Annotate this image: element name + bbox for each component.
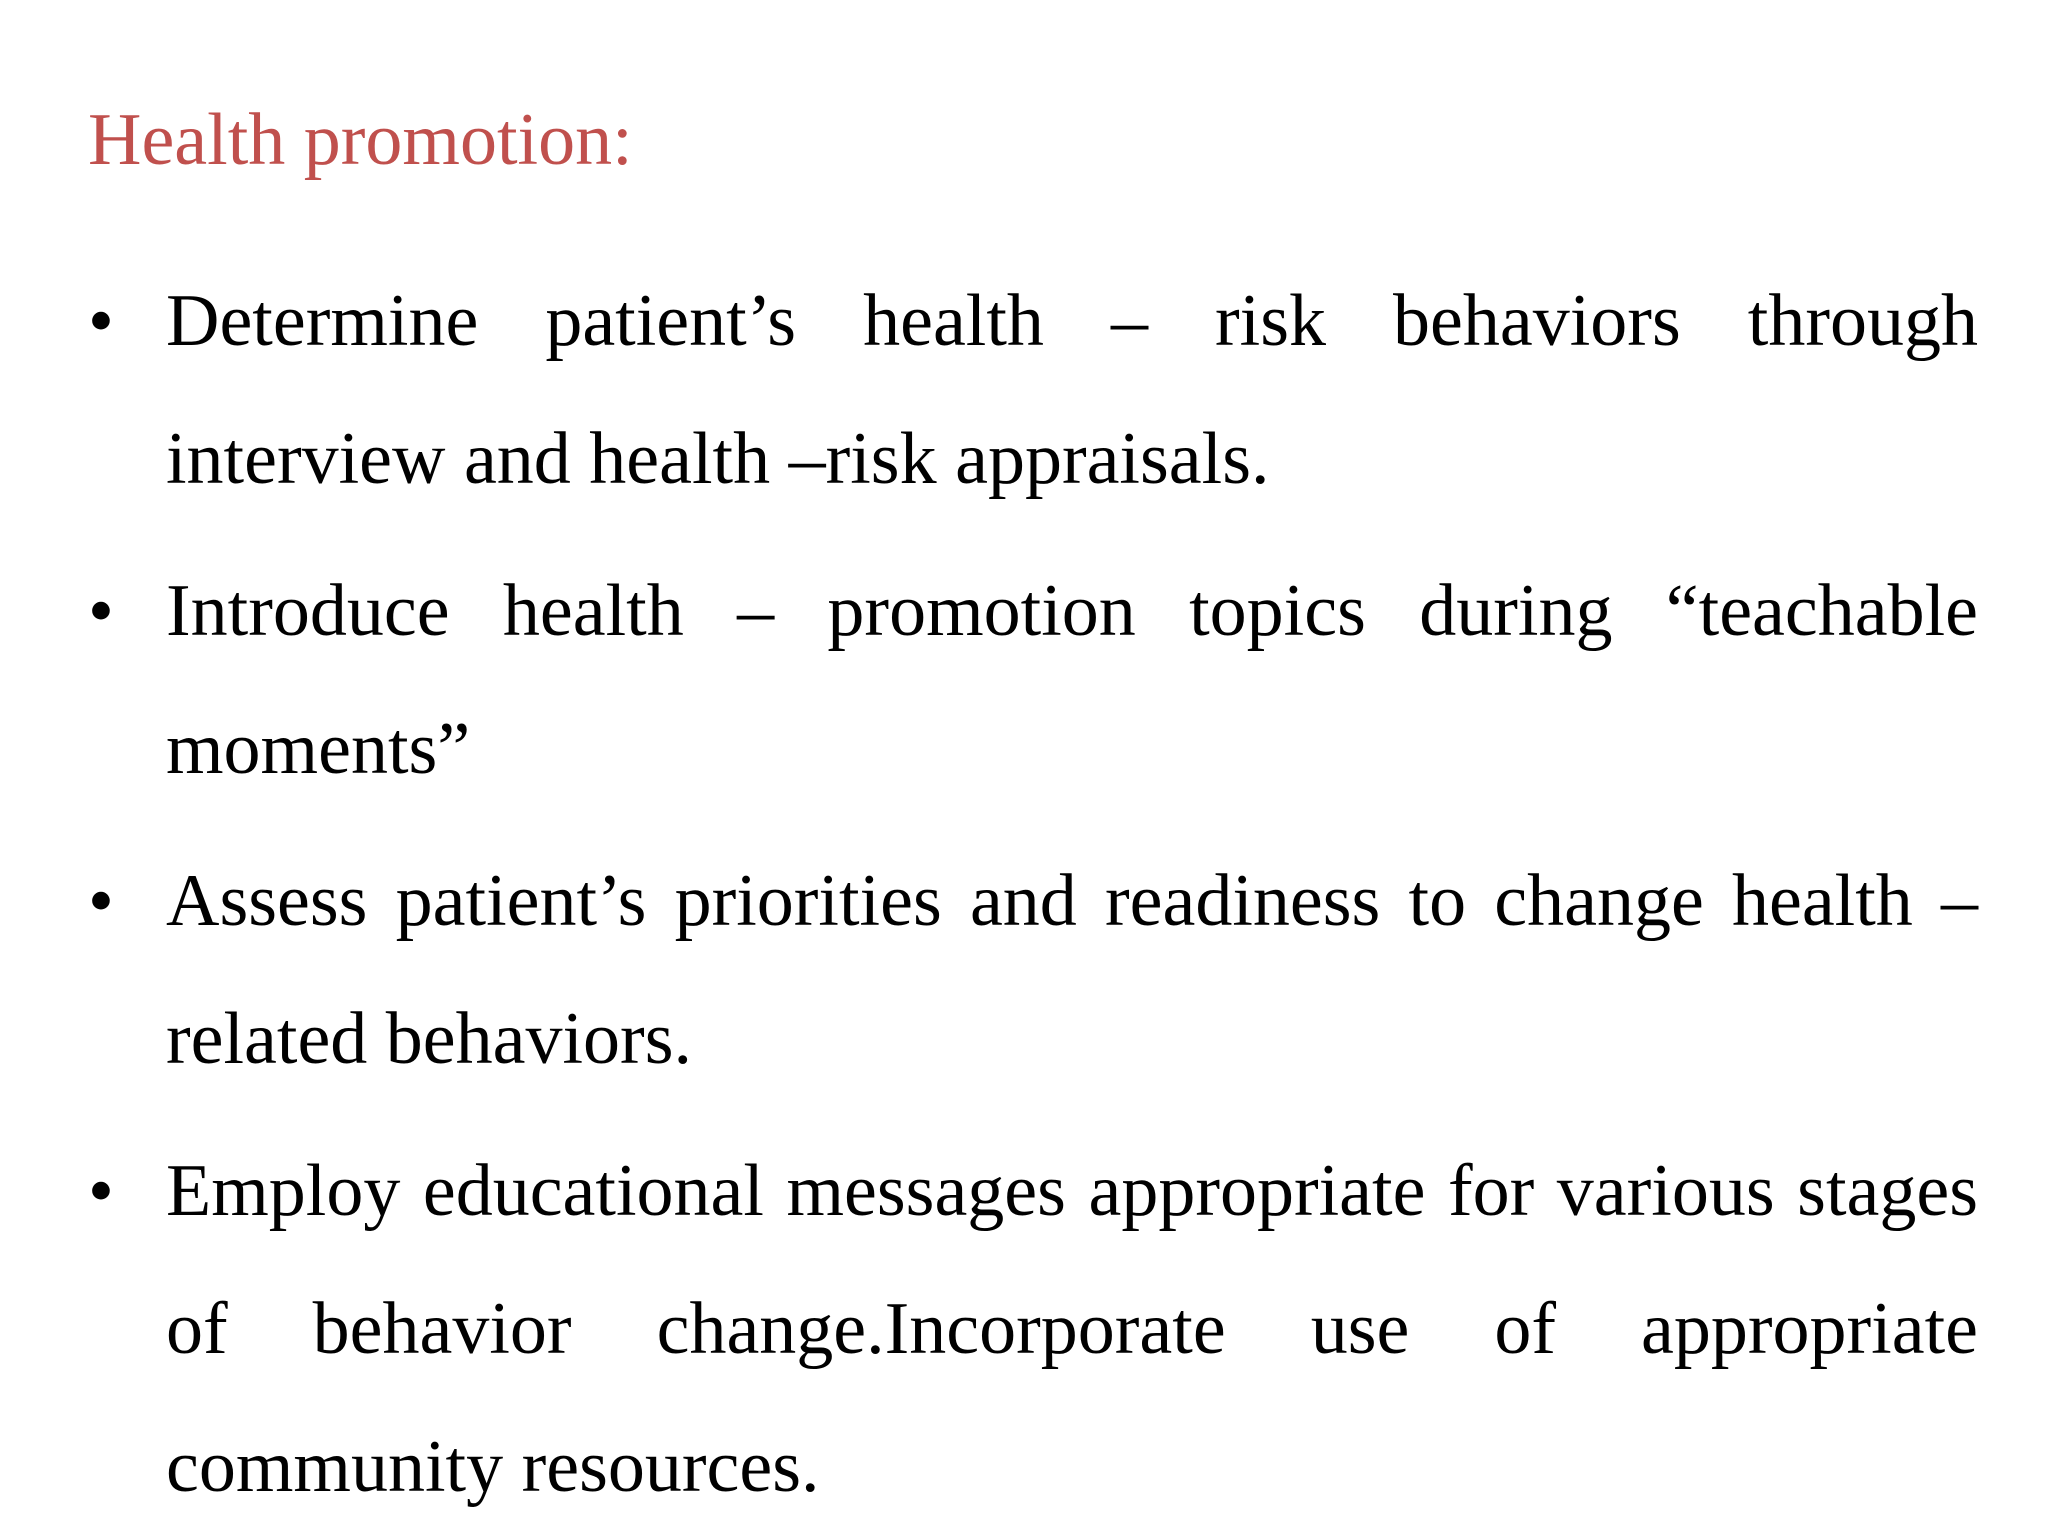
bullet-dot-icon: • [88, 280, 114, 362]
bullet-item [88, 1122, 1978, 1536]
bullet-text: Assess patient’s priorities and readiness to change health – related behaviors. [166, 860, 1978, 1080]
bullet-item [88, 542, 1978, 818]
bullet-dot-icon: • [88, 570, 114, 652]
bullet-text: Introduce health – promotion topics during “teachable moments” [166, 570, 1978, 790]
bullet-item [88, 832, 1978, 1108]
slide-title: Health promotion: [88, 99, 633, 181]
bullet-item [88, 252, 1978, 528]
bullet-dot-icon: • [88, 1150, 114, 1232]
bullet-list [88, 252, 1978, 1536]
bullet-dot-icon: • [88, 860, 114, 942]
bullet-text: Determine patient’s health – risk behaviors through interview and health –risk appraisals. [166, 280, 1978, 500]
bullet-text: Employ educational messages appropriate for various stages of behavior change.Incorporate use of appropriate community resources. [166, 1150, 1978, 1508]
